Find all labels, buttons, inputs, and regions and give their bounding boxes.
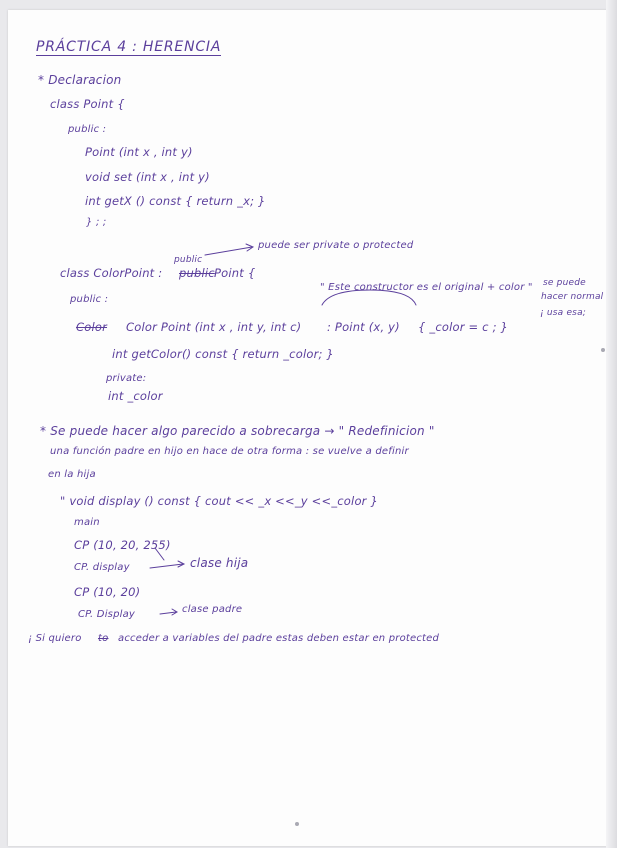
code-setter: void set (int x , int y) <box>85 170 210 184</box>
code-private-label: private: <box>106 373 147 384</box>
note-side-line-3: ¡ usa esa; <box>540 308 587 318</box>
code-member-color: int _color <box>108 389 163 403</box>
text-redefinition-line-1: una función padre en hijo en hace de otra forma : se vuelve a definir <box>50 446 409 457</box>
section-heading-redefinition: * Se puede hacer algo parecido a sobrecarga → " Redefinicion " <box>40 424 435 438</box>
note-protected-rest: acceder a variables del padre estas deben estar en protected <box>118 633 440 644</box>
page-edge <box>606 0 617 848</box>
code-cp-two-args: CP (10, 20) <box>74 585 141 599</box>
code-public-label-2: public : <box>70 294 109 305</box>
code-class-colorpoint-prefix: class ColorPoint : <box>60 266 163 280</box>
code-class-end: } ; ; <box>86 217 107 228</box>
code-getter: int getX () const { return _x; } <box>85 194 266 208</box>
code-constructor: Point (int x , int y) <box>85 145 193 159</box>
label-parent-class: clase padre <box>182 604 243 615</box>
code-cp-display-child: CP. display <box>74 562 130 573</box>
annotation-public: public <box>174 255 203 265</box>
note-constructor-original: " Este constructor es el original + color " <box>320 282 533 293</box>
code-colorpoint-constructor: Color Point (int x , int y, int c) <box>126 320 302 334</box>
code-class-colorpoint-suffix: Point { <box>214 266 256 280</box>
note-side-line-1: se puede <box>543 278 586 288</box>
note-protected-struck: to <box>98 633 109 644</box>
section-heading-declaration: * Declaracion <box>38 73 122 87</box>
code-display-definition: " void display () const { cout << _x <<_y <<_color } <box>60 494 378 508</box>
code-main: main <box>74 517 100 528</box>
code-public-label: public : <box>68 124 107 135</box>
code-cp-display-parent: CP. Display <box>78 609 136 620</box>
code-constructor-body: { _color = c ; } <box>418 320 509 334</box>
code-struck-inheritance: public <box>179 266 215 280</box>
text-redefinition-line-2: en la hija <box>48 469 96 480</box>
page-dot-bottom <box>295 822 299 826</box>
code-cp-three-args: CP (10, 20, 255) <box>74 538 171 552</box>
note-protected-prefix: ¡ Si quiero <box>28 633 82 644</box>
page-dot-right <box>601 348 605 352</box>
note-side-line-2: hacer normal <box>541 292 604 302</box>
code-class-point: class Point { <box>50 97 125 111</box>
code-struck-color: Color <box>76 320 108 334</box>
label-child-class: clase hija <box>190 556 249 570</box>
code-initializer: : Point (x, y) <box>327 320 400 334</box>
page-title: PRÁCTICA 4 : HERENCIA <box>36 39 222 55</box>
code-get-color: int getColor() const { return _color; } <box>112 347 334 361</box>
annotation-private-protected: puede ser private o protected <box>258 240 414 251</box>
